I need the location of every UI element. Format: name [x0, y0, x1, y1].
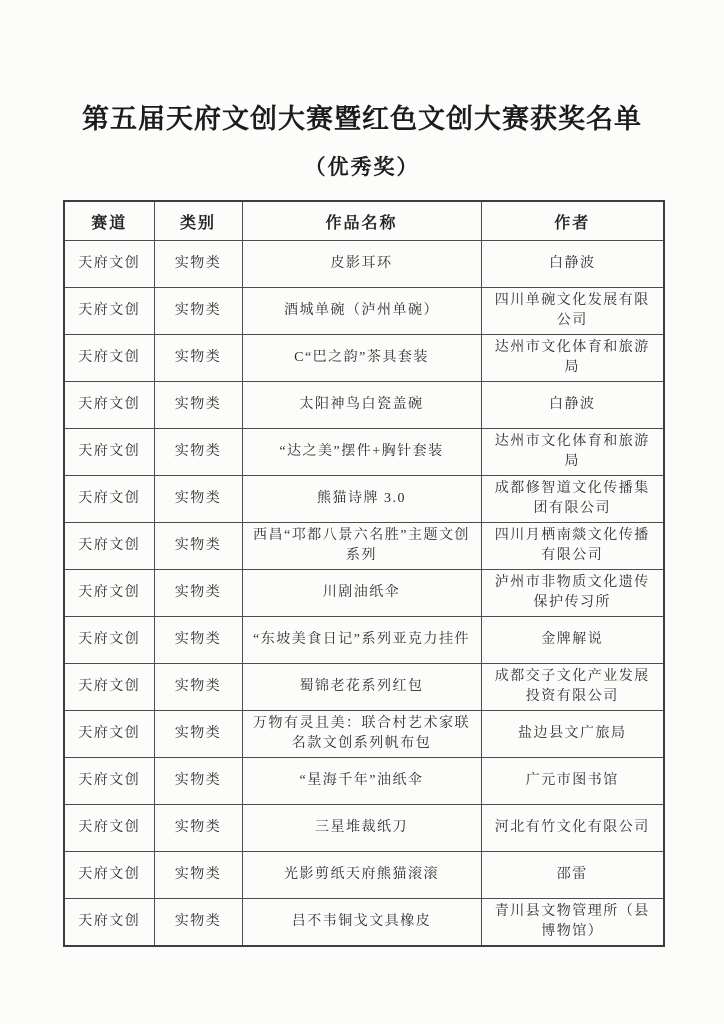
table-row	[64, 429, 664, 476]
table-cell: 天府文创	[64, 476, 154, 523]
table-cell: 天府文创	[64, 852, 154, 899]
table-cell: 熊猫诗牌 3.0	[242, 476, 481, 523]
table-cell: 实物类	[154, 382, 242, 429]
table-cell: 天府文创	[64, 570, 154, 617]
awards-table-head	[64, 201, 664, 241]
table-cell: 实物类	[154, 711, 242, 758]
table-row	[64, 805, 664, 852]
table-cell: 西昌“邛都八景六名胜”主题文创系列	[242, 523, 481, 570]
header-row	[64, 201, 664, 241]
table-cell: 川剧油纸伞	[242, 570, 481, 617]
table-cell: 万物有灵且美：联合村艺术家联名款文创系列帆布包	[242, 711, 481, 758]
document-subtitle: （优秀奖）	[304, 155, 420, 179]
table-cell: 邵雷	[481, 852, 664, 899]
table-cell: 实物类	[154, 429, 242, 476]
table-cell: 天府文创	[64, 335, 154, 382]
table-cell: 白静波	[481, 241, 664, 288]
table-cell: “星海千年”油纸伞	[242, 758, 481, 805]
table-cell: 皮影耳环	[242, 241, 481, 288]
table-cell: 实物类	[154, 852, 242, 899]
table-cell: 河北有竹文化有限公司	[481, 805, 664, 852]
table-cell: 金牌解说	[481, 617, 664, 664]
table-cell: “东坡美食日记”系列亚克力挂件	[242, 617, 481, 664]
table-row	[64, 758, 664, 805]
document-title: 第五届天府文创大赛暨红色文创大赛获奖名单	[82, 104, 642, 134]
table-cell: 天府文创	[64, 382, 154, 429]
table-row	[64, 852, 664, 899]
table-cell: 实物类	[154, 476, 242, 523]
table-cell: 天府文创	[64, 805, 154, 852]
table-row	[64, 711, 664, 758]
table-cell: 实物类	[154, 335, 242, 382]
table-row	[64, 899, 664, 947]
table-cell: 青川县文物管理所（县博物馆）	[481, 899, 664, 947]
table-cell: 四川单碗文化发展有限公司	[481, 288, 664, 335]
table-cell: 天府文创	[64, 758, 154, 805]
table-cell: 光影剪纸天府熊猫滚滚	[242, 852, 481, 899]
table-cell: 天府文创	[64, 429, 154, 476]
table-cell: 四川月栖南燚文化传播有限公司	[481, 523, 664, 570]
table-cell: 天府文创	[64, 288, 154, 335]
table-cell: 天府文创	[64, 664, 154, 711]
table-cell: 天府文创	[64, 899, 154, 947]
column-header: 类别	[154, 201, 242, 241]
table-cell: 成都修智道文化传播集团有限公司	[481, 476, 664, 523]
table-cell: 实物类	[154, 523, 242, 570]
column-header: 作者	[481, 201, 664, 241]
table-cell: “达之美”摆件+胸针套装	[242, 429, 481, 476]
table-cell: 达州市文化体育和旅游局	[481, 429, 664, 476]
table-cell: 实物类	[154, 241, 242, 288]
table-cell: 天府文创	[64, 711, 154, 758]
table-cell: 蜀锦老花系列红包	[242, 664, 481, 711]
table-row	[64, 241, 664, 288]
table-cell: 酒城单碗（泸州单碗）	[242, 288, 481, 335]
table-cell: 成都交子文化产业发展投资有限公司	[481, 664, 664, 711]
table-row	[64, 617, 664, 664]
table-row	[64, 664, 664, 711]
table-row	[64, 570, 664, 617]
table-cell: 盐边县文广旅局	[481, 711, 664, 758]
table-cell: 实物类	[154, 805, 242, 852]
table-cell: 广元市图书馆	[481, 758, 664, 805]
table-cell: 吕不韦铜戈文具橡皮	[242, 899, 481, 947]
awards-table	[63, 200, 665, 947]
table-cell: 实物类	[154, 758, 242, 805]
column-header: 赛道	[64, 201, 154, 241]
table-row	[64, 523, 664, 570]
table-cell: 实物类	[154, 899, 242, 947]
table-cell: 实物类	[154, 617, 242, 664]
table-cell: 实物类	[154, 664, 242, 711]
table-row	[64, 476, 664, 523]
column-header: 作品名称	[242, 201, 481, 241]
table-row	[64, 288, 664, 335]
table-cell: 天府文创	[64, 241, 154, 288]
table-cell: 实物类	[154, 288, 242, 335]
table-cell: 达州市文化体育和旅游局	[481, 335, 664, 382]
table-cell: C“巴之韵”茶具套装	[242, 335, 481, 382]
table-cell: 实物类	[154, 570, 242, 617]
table-cell: 白静波	[481, 382, 664, 429]
table-cell: 泸州市非物质文化遗传保护传习所	[481, 570, 664, 617]
table-row	[64, 382, 664, 429]
awards-table-body	[64, 241, 664, 947]
table-cell: 天府文创	[64, 523, 154, 570]
table-cell: 天府文创	[64, 617, 154, 664]
table-row	[64, 335, 664, 382]
table-cell: 太阳神鸟白瓷盖碗	[242, 382, 481, 429]
table-cell: 三星堆裁纸刀	[242, 805, 481, 852]
